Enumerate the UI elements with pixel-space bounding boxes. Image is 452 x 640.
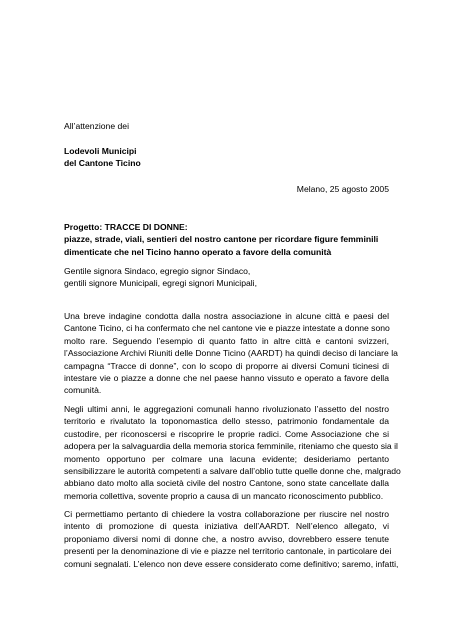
recipient-block bbox=[64, 120, 389, 132]
subject-block bbox=[64, 221, 389, 258]
paragraph-3 bbox=[64, 508, 399, 570]
paragraph-2-line: momento opportuno per colmare una lacuna evidente; desideriamo pertanto bbox=[64, 453, 389, 464]
paragraph-2-line: territorio e rivalutato la toponomastica dello stesso, patrimonio fondamentale da bbox=[64, 416, 389, 427]
paragraph-2 bbox=[64, 403, 401, 502]
paragraph-3-line: comuni segnalati. L’elenco non deve essere considerato come definitivo; saremo, infatti, bbox=[64, 558, 399, 569]
paragraph-1-line: campagna “Tracce di donne”, con lo scopo di proporre ai diversi Comuni ticinesi di bbox=[64, 360, 389, 371]
paragraph-3-line: presenti per la denominazione di vie e piazze nel territorio cantonale, in particolare dei bbox=[64, 546, 392, 557]
paragraph-2-line: abbiano dato molto alla società civile del nostro Cantone, sono state cancellate dalla bbox=[64, 478, 389, 489]
recipient-name-line-1: Lodevoli Municipi bbox=[64, 146, 137, 156]
place-date-text: Melano, 25 agosto 2005 bbox=[296, 184, 389, 194]
attention-line: All’attenzione dei bbox=[64, 121, 129, 131]
paragraph-1-line: intestare vie o piazze a donne che nel paese hanno vissuto e operato a favore della bbox=[64, 373, 389, 384]
paragraph-3-line: intento di promozione di questa iniziativa dell’AARDT. Nell’elenco allegato, vi bbox=[64, 521, 389, 532]
paragraph-1-line: Una breve indagine condotta dalla nostra associazione in alcune città e paesi del bbox=[64, 311, 389, 321]
paragraph-2-line: custodire, per riconoscersi e riscoprire le proprie radici. Come Associazione che si bbox=[64, 428, 389, 439]
salutation bbox=[64, 265, 389, 290]
paragraph-1-line: comunità. bbox=[64, 385, 102, 396]
paragraph-1 bbox=[64, 310, 398, 397]
paragraph-2-line: Negli ultimi anni, le aggregazioni comunali hanno rivoluzionato l’assetto del nostro bbox=[64, 404, 389, 414]
salutation-line-2: gentili signore Municipali, egregi signori Municipali, bbox=[64, 278, 257, 289]
paragraph-1-line: molto rare. Seguendo l’esempio di quanto fatto in altre città e cantoni svizzeri, bbox=[64, 335, 389, 346]
subject-line-1: Progetto: TRACCE DI DONNE: bbox=[64, 222, 188, 232]
paragraph-2-line: memoria collettiva, sovente proprio a causa di un mancato riconoscimento pubblico. bbox=[64, 490, 384, 501]
paragraph-3-line: proponiamo diversi nomi di donne che, a nostro avviso, dovrebbero essere tenute bbox=[64, 533, 389, 544]
subject-line-3: dimenticate che nel Ticino hanno operato a favore della comunità bbox=[64, 246, 332, 257]
paragraph-1-line: l’Associazione Archivi Riuniti delle Donne Ticino (AARDT) ha quindi deciso di lanciare la bbox=[64, 348, 398, 359]
paragraph-3-line: Ci permettiamo pertanto di chiedere la vostra collaborazione per riuscire nel nostro bbox=[64, 509, 389, 519]
paragraph-2-line: sensibilizzare le autorità competenti a salvare dall’oblio tutte quelle donne che, malgrado bbox=[64, 466, 401, 477]
place-date bbox=[64, 183, 389, 195]
subject-line-2: piazze, strade, viali, sentieri del nostro cantone per ricordare figure femminili bbox=[64, 234, 379, 245]
paragraph-2-line: adopera per la salvaguardia della memoria storica femminile, riteniamo che questo sia il bbox=[64, 441, 398, 452]
salutation-line-1: Gentile signora Sindaco, egregio signor Sindaco, bbox=[64, 266, 251, 276]
paragraph-1-line: Cantone Ticino, ci ha confermato che nel cantone vie e piazze intestate a donne sono bbox=[64, 323, 390, 334]
recipient-name-line-2: del Cantone Ticino bbox=[64, 158, 141, 169]
recipient-name bbox=[64, 145, 389, 170]
